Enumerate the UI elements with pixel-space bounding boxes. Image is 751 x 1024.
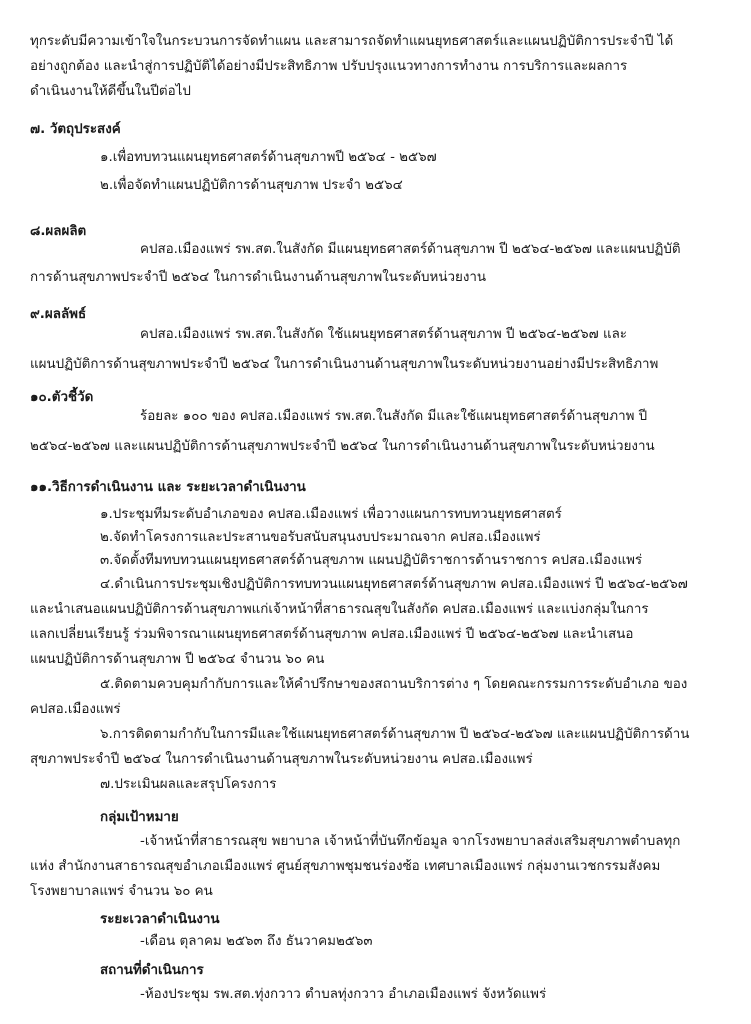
period-line: -เดือน ตุลาคม ๒๕๖๓ ถึง ธันวาคม๒๕๖๓ <box>140 934 373 949</box>
outcome-line-2: แผนปฏิบัติการด้านสุขภาพประจำปี ๒๕๖๔ ในการดำเนินงานด้านสุขภาพในระดับหน่วยงานอย่างมีประสิทธิภาพ <box>30 357 659 372</box>
method-item-continued: และนำเสนอแผนปฏิบัติการด้านสุขภาพแก่เจ้าหน้าที่สาธารณสุขในสังกัด คปสอ.เมืองแพร่ และแบ่งกลุ่มในการ <box>30 602 649 617</box>
method-item-continued: คปสอ.เมืองแพร่ <box>30 702 121 717</box>
intro-line-2: อย่างถูกต้อง และนำสู่การปฏิบัติได้อย่างมีประสิทธิภาพ ปรับปรุงแนวทางการทำงาน การบริการและผลการ <box>30 59 628 74</box>
method-item: ๕.ติดตามควบคุมกำกับการและให้คำปรึกษาของสถานบริการต่าง ๆ โดยคณะกรรมการระดับอำเภอ ของ <box>100 677 688 692</box>
target-line-3: โรงพยาบาลแพร่ จำนวน ๖๐ คน <box>30 884 213 899</box>
method-item: ๗.ประเมินผลและสรุปโครงการ <box>100 777 277 792</box>
target-line-2: แห่ง สำนักงานสาธารณสุขอำเภอเมืองแพร่ ศูนย์สุขภาพชุมชนร่องซ้อ เทศบาลเมืองแพร่ กลุ่มงานเวชกรรมสังคม <box>30 859 661 874</box>
section-heading-output: ๘.ผลผลิต <box>30 224 87 239</box>
subheading-target-group: กลุ่มเป้าหมาย <box>100 810 179 825</box>
method-item: ๖.การติดตามกำกับในการมีและใช้แผนยุทธศาสตร์ด้านสุขภาพ ปี ๒๕๖๔-๒๕๖๗ และแผนปฏิบัติการด้าน <box>100 727 690 742</box>
subheading-period: ระยะเวลาดำเนินงาน <box>100 912 220 927</box>
method-item-continued: สุขภาพประจำปี ๒๕๖๔ ในการดำเนินงานด้านสุขภาพในระดับหน่วยงาน คปสอ.เมืองแพร่ <box>30 752 533 767</box>
target-line-1: -เจ้าหน้าที่สาธารณสุข พยาบาล เจ้าหน้าที่บันทึกข้อมูล จากโรงพยาบาลส่งเสริมสุขภาพตำบลทุก <box>140 834 681 849</box>
method-item: ๑.ประชุมทีมระดับอำเภอของ คปสอ.เมืองแพร่ เพื่อวางแผนการทบทวนยุทธศาสตร์ <box>100 507 562 522</box>
method-item-continued: แผนปฏิบัติการด้านสุขภาพ ปี ๒๕๖๔ จำนวน ๖๐ คน <box>30 652 325 667</box>
objective-item: ๒.เพื่อจัดทำแผนปฏิบัติการด้านสุขภาพ ประจำ ๒๕๖๔ <box>100 178 403 193</box>
outcome-line-1: คปสอ.เมืองแพร่ รพ.สต.ในสังกัด ใช้แผนยุทธศาสตร์ด้านสุขภาพ ปี ๒๕๖๔-๒๕๖๗ และ <box>140 327 627 342</box>
objective-item: ๑.เพื่อทบทวนแผนยุทธศาสตร์ด้านสุขภาพปี ๒๕๖๔ - ๒๕๖๗ <box>100 150 437 165</box>
subheading-venue: สถานที่ดำเนินการ <box>100 963 204 978</box>
method-item: ๔.ดำเนินการประชุมเชิงปฏิบัติการทบทวนแผนยุทธศาสตร์ด้านสุขภาพ คปสอ.เมืองแพร่ ปี ๒๕๖๔-๒๕๖๗ <box>100 577 688 592</box>
section-heading-objectives: ๗. วัตถุประสงค์ <box>30 122 121 137</box>
venue-line: -ห้องประชุม รพ.สต.ทุ่งกวาว ตำบลทุ่งกวาว อำเภอเมืองแพร่ จังหวัดแพร่ <box>140 987 547 1002</box>
intro-line-3: ดำเนินงานให้ดีขึ้นในปีต่อไป <box>30 84 191 99</box>
method-item-continued: แลกเปลี่ยนเรียนรู้ ร่วมพิจารณาแผนยุทธศาสตร์ด้านสุขภาพ คปสอ.เมืองแพร่ ปี ๒๕๖๔-๒๕๖๗ และนำเสนอ <box>30 627 634 642</box>
section-heading-indicator: ๑๐.ตัวชี้วัด <box>30 390 94 405</box>
indicator-line-2: ๒๕๖๔-๒๕๖๗ และแผนปฏิบัติการด้านสุขภาพประจำปี ๒๕๖๔ ในการดำเนินงานด้านสุขภาพในระดับหน่วยงาน <box>30 439 655 454</box>
indicator-line-1: ร้อยละ ๑๐๐ ของ คปสอ.เมืองแพร่ รพ.สต.ในสังกัด มีและใช้แผนยุทธศาสตร์ด้านสุขภาพ ปี <box>140 409 648 424</box>
method-item: ๓.จัดตั้งทีมทบทวนแผนยุทธศาสตร์ด้านสุขภาพ แผนปฏิบัติราชการด้านราชการ คปสอ.เมืองแพร่ <box>100 553 643 568</box>
output-line-1: คปสอ.เมืองแพร่ รพ.สต.ในสังกัด มีแผนยุทธศาสตร์ด้านสุขภาพ ปี ๒๕๖๔-๒๕๖๗ และแผนปฏิบัติ <box>140 242 681 257</box>
output-line-2: การด้านสุขภาพประจำปี ๒๕๖๔ ในการดำเนินงานด้านสุขภาพในระดับหน่วยงาน <box>30 270 487 285</box>
intro-line-1: ทุกระดับมีความเข้าใจในกระบวนการจัดทำแผน และสามารถจัดทำแผนยุทธศาสตร์และแผนปฏิบัติการประจำปี ได้ <box>30 34 674 49</box>
section-heading-methods: ๑๑.วิธีการดำเนินงาน และ ระยะเวลาดำเนินงาน <box>30 480 306 495</box>
section-heading-outcome: ๙.ผลลัพธ์ <box>30 307 87 322</box>
method-item: ๒.จัดทำโครงการและประสานขอรับสนับสนุนงบประมาณจาก คปสอ.เมืองแพร่ <box>100 530 541 545</box>
